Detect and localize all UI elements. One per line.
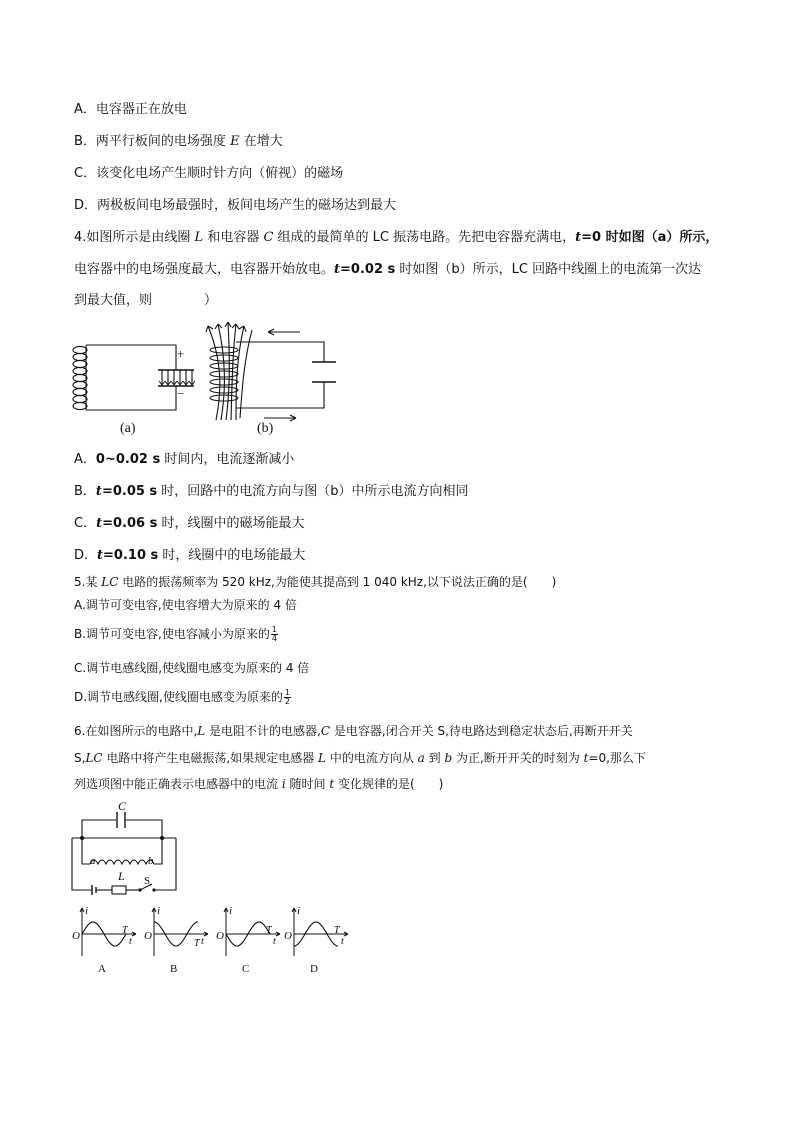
q6-text: 到 bbox=[424, 751, 445, 765]
q4-option-c bbox=[74, 515, 304, 533]
q6-var-b: b bbox=[444, 751, 453, 765]
graph-i-label: i bbox=[157, 905, 161, 917]
q4-opt-prefix: B． bbox=[74, 484, 96, 499]
q5-opt-text: B.调节可变电容,使电容减小为原来的 bbox=[74, 627, 270, 641]
q4-opt-time: =0.05 s bbox=[101, 484, 158, 499]
q4-circuit-b bbox=[206, 322, 336, 421]
q4-opt-text: 时，回路中的电流方向与图（b）中所示电流方向相同 bbox=[157, 484, 469, 499]
q4-text: 和电容器 bbox=[203, 230, 264, 245]
graph-origin-label: O bbox=[216, 930, 224, 942]
q5-option-b bbox=[74, 625, 278, 643]
q6-text: =0,那么下 bbox=[588, 751, 646, 765]
graph-option-label: A bbox=[98, 963, 106, 975]
graph-t-label: t bbox=[129, 936, 132, 947]
q3-b-pre: B．两平行板间的电场强度 bbox=[74, 134, 231, 149]
q4-text: =0 时如图（a）所示， bbox=[581, 230, 719, 245]
q6-text: S, bbox=[74, 751, 86, 765]
fig-b-label: (b) bbox=[257, 421, 274, 436]
graph-origin-label: O bbox=[284, 930, 292, 942]
capacitor-icon bbox=[158, 370, 195, 386]
q4-option-b bbox=[74, 483, 469, 501]
q5-opt-text: D.调节电感线圈,使线圈电感变为原来的 bbox=[74, 690, 283, 704]
q3-b-var: E bbox=[230, 134, 240, 149]
q6-var-a: a bbox=[417, 751, 425, 765]
q5-option-d bbox=[74, 688, 291, 706]
graph-i-label: i bbox=[229, 905, 233, 917]
q4-opt-prefix: A． bbox=[74, 452, 96, 467]
q5-option-c: C.调节电感线圈,使线圈电感变为原来的 4 倍 bbox=[74, 661, 310, 675]
q4-text: 4.如图所示是由线圈 bbox=[74, 230, 195, 245]
q6-text: 电路中将产生电磁振荡,如果规定电感器 bbox=[102, 751, 319, 765]
q3-option-a: A．电容器正在放电 bbox=[74, 102, 187, 117]
label-C: C bbox=[118, 799, 127, 813]
graph-T-label: T bbox=[194, 938, 200, 949]
q6-text: 6.在如图所示的电路中, bbox=[74, 724, 198, 738]
graph-T-label: T bbox=[334, 925, 340, 936]
q6-text: 变化规律的是( ) bbox=[334, 777, 444, 791]
graph-t-label: t bbox=[341, 936, 344, 947]
minus-sign: − bbox=[177, 386, 185, 401]
q4-var-C: C bbox=[263, 230, 274, 245]
current-arrow-icon bbox=[264, 329, 300, 421]
q6-stem-line3 bbox=[74, 775, 443, 793]
graph-origin-label: O bbox=[144, 930, 152, 942]
q4-opt-prefix: C． bbox=[74, 516, 97, 531]
q6-text: 随时间 bbox=[285, 777, 330, 791]
q6-var-t: t bbox=[329, 777, 335, 791]
q4-opt-var-t: t bbox=[97, 548, 104, 563]
graph-t-axis bbox=[294, 932, 348, 936]
q5-option-a: A.调节可变电容,使电容增大为原来的 4 倍 bbox=[74, 598, 297, 612]
graph-i-axis bbox=[152, 908, 156, 956]
q5-stem bbox=[74, 573, 556, 591]
q4-opt-time: =0.06 s bbox=[102, 516, 158, 531]
label-S: S bbox=[144, 875, 151, 887]
graph-t-label: t bbox=[201, 936, 204, 947]
graph-t-label: t bbox=[273, 936, 276, 947]
q4-time: =0.02 s bbox=[340, 262, 396, 277]
fraction-half: $\frac{1}{2}$ bbox=[284, 688, 290, 706]
q4-opt-time: =0.10 s bbox=[103, 548, 159, 563]
graph-option-label: D bbox=[310, 963, 318, 975]
q3-option-b bbox=[74, 133, 283, 151]
coil-field-icon bbox=[206, 322, 252, 420]
q4-figure bbox=[68, 320, 338, 440]
graph-T-label: T bbox=[122, 925, 128, 936]
q4-stem-line2 bbox=[74, 261, 701, 279]
q6-text: 列选项图中能正确表示电感器中的电流 bbox=[74, 777, 282, 791]
graph-option-label: C bbox=[242, 963, 250, 975]
q4-opt-var-t: t bbox=[95, 484, 102, 499]
label-L: L bbox=[118, 869, 125, 883]
q6-graphs bbox=[68, 904, 368, 978]
graph-t-axis bbox=[154, 932, 208, 936]
plus-sign: + bbox=[177, 346, 185, 361]
graph-i-label: i bbox=[85, 905, 89, 917]
q5-text: 电路的振荡频率为 520 kHz,为能使其提高到 1 040 kHz,以下说法正确的是( ) bbox=[118, 575, 557, 589]
q4-text: 电容器中的电场强度最大，电容器开始放电。 bbox=[74, 262, 335, 277]
q6-var-L: L bbox=[318, 751, 327, 765]
graph-t-axis bbox=[82, 932, 136, 936]
inductor-icon bbox=[90, 860, 154, 864]
graph-i-axis bbox=[292, 908, 296, 956]
q4-stem-line1 bbox=[74, 229, 718, 247]
q6-var-L: L bbox=[197, 724, 206, 738]
q6-var-t: t bbox=[583, 751, 589, 765]
coil-icon bbox=[73, 346, 87, 409]
q4-var-L: L bbox=[194, 230, 204, 245]
q4-stem-line3: 到最大值，则 ） bbox=[74, 293, 218, 308]
graph-option-label: B bbox=[170, 963, 178, 975]
q3-option-c: C．该变化电场产生顺时针方向（俯视）的磁场 bbox=[74, 166, 344, 181]
q6-var-i: i bbox=[281, 777, 286, 791]
graph-origin-label: O bbox=[72, 930, 80, 942]
q4-option-d bbox=[74, 547, 305, 565]
label-a: a bbox=[90, 855, 96, 867]
q6-stem-line2 bbox=[74, 749, 646, 767]
q3-b-post: 在增大 bbox=[239, 134, 283, 149]
q4-opt-text: 时，线圈中的电场能最大 bbox=[158, 548, 306, 563]
q6-var-C: C bbox=[320, 724, 331, 738]
resistor-icon bbox=[112, 886, 126, 894]
label-b: b bbox=[148, 855, 154, 867]
graph-T-label: T bbox=[266, 925, 272, 936]
q5-text: 5.某 bbox=[74, 575, 102, 589]
q6-text: 是电阻不计的电感器, bbox=[205, 724, 321, 738]
fraction-quarter: $\frac{1}{4}$ bbox=[271, 625, 277, 643]
q4-opt-text: 时，线圈中的磁场能最大 bbox=[157, 516, 305, 531]
q3-option-d: D．两极板间电场最强时，板间电场产生的磁场达到最大 bbox=[74, 198, 397, 213]
q6-text: 是电容器,闭合开关 S,待电路达到稳定状态后,再断开开关 bbox=[330, 724, 633, 738]
q4-opt-var-t: t bbox=[96, 516, 103, 531]
q6-var-LC: LC bbox=[85, 751, 103, 765]
q4-opt-time: 0~0.02 s bbox=[95, 452, 161, 467]
graph-t-axis bbox=[226, 932, 280, 936]
fig-a-label: (a) bbox=[120, 421, 136, 436]
q4-option-a bbox=[74, 451, 294, 469]
q4-opt-prefix: D． bbox=[74, 548, 98, 563]
q4-var-t: t bbox=[334, 262, 341, 277]
q4-text: 组成的最简单的 LC 振荡电路。先把电容器充满电， bbox=[273, 230, 576, 245]
graph-i-label: i bbox=[297, 905, 301, 917]
q4-text: 时如图（b）所示，LC 回路中线圈上的电流第一次达 bbox=[395, 262, 702, 277]
graph-i-axis bbox=[224, 908, 228, 956]
q4-var-t: t bbox=[575, 230, 582, 245]
q6-text: 中的电流方向从 bbox=[326, 751, 418, 765]
q6-text: 为正,断开开关的时刻为 bbox=[452, 751, 584, 765]
q6-circuit bbox=[70, 798, 190, 898]
q5-var-LC: LC bbox=[101, 575, 119, 589]
q4-opt-text: 时间内，电流逐渐减小 bbox=[160, 452, 295, 467]
q6-stem-line1 bbox=[74, 722, 633, 740]
